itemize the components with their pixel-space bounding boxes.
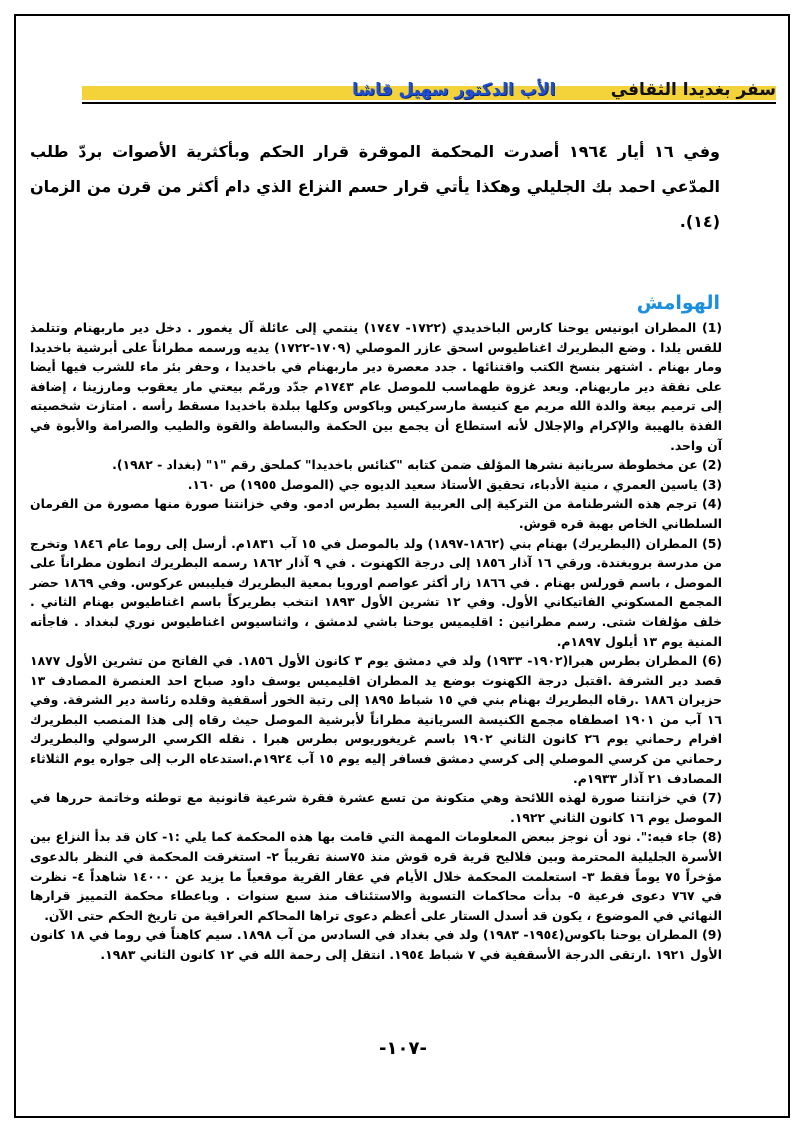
- footnote-6: (6) المطران بطرس هبرا(١٩٠٢- ١٩٣٣) ولد في دمشق يوم ٣ كانون الأول ١٨٥٦. في الفاتح من تشرين الأول ١٨٧٧ قصد دير الشرفة .اقتبل درجة الكهنوت بوضع يد المطران اقليميس يوسف داود صباح احد العنصرة المصادف ١٣ حزيران ١٨٨٦ .رقاه البطريرك بهنام بني في ١٥ شباط ١٨٩٥ إلى رتبة الخور أسقفية وقلده رئاسة دير الشرفة. وفي ١٦ آب من ١٩٠١ اصطفاه مجمع الكنيسة السريانية مطراناً لأبرشية الموصل حيث رقاه إلى هذا المنصب البطريرك افرام رحماني يوم ٢٦ كانون الثاني ١٩٠٢ باسم غريغوريوس بطرس هبرا . نقله الكرسي الرسولي والبطريرك رحماني من كرسي الموصلي إلى كرسي دمشق فسافر إليه يوم ١٥ آب ١٩٢٤م.استدعاه الرب إلى جواره يوم الثلاثاء المصادف ٢١ آذار ١٩٣٣م.: [30, 653, 723, 786]
- header-author: الأب الدكتور سهيل قاشا: [352, 80, 556, 100]
- page-number: -١٠٧-: [379, 1038, 427, 1059]
- header-book-title: سفر بغديدا الثقافي: [610, 80, 776, 100]
- footnote-5: (5) المطران (البطريرك) بهنام بني (١٨٦٢-١٨٩٧) ولد بالموصل في ١٥ آب ١٨٣١م. أرسل إلى روما عام ١٨٤٦ وتخرج من مدرسة بروبغندة. ورقي ١٦ آذار ١٨٥٦ إلى درجة الكهنوت . في ٩ آذار ١٨٦٢ رسمه البطريرك انطون مطراناً على الموصل ، باسم قورلس بهنام . في ١٨٦٦ زار أكثر عواصم اوروبا بمعية البطريرك فيليبس عركوس. وفي ١٨٦٩ حضر المجمع المسكوني الفاتيكاني الأول. وفي ١٢ تشرين الأول ١٨٩٣ انتخب بطريركاً باسم اغناطيوس بهنام الثاني . خلف مؤلفات شتى. رسم مطرانين : اقليميس يوحنا باشي لدمشق ، واثناسيوس اغناطيوس نوري لبغداد . فاجأته المنية يوم ١٣ أيلول ١٨٩٧م.: [30, 535, 722, 649]
- running-header: [82, 80, 776, 104]
- footnote-3: (3) ياسين العمري ، منية الأدباء، تحقيق الأستاذ سعيد الديوه جي (الموصل ١٩٥٥) ص ١٦٠.: [187, 476, 722, 492]
- intro-paragraph: وفي ١٦ أيار ١٩٦٤ أصدرت المحكمة الموقرة قرار الحكم وبأكثرية الأصوات بردّ طلب المدّعي احمد بك الجليلي وهكذا يأتي قرار حسم النزاع الذي دام أكثر من قرن من الزمان (١٤).: [30, 142, 720, 231]
- section-title: الهوامش: [636, 292, 720, 314]
- footnotes: [30, 318, 722, 965]
- footnote-8: (8) جاء فيه:". نود أن نوجز ببعض المعلومات المهمة التي قامت بها هذه المحكمة كما يلي :١- كان قد بدأ النزاع بين الأسرة الجليلية المحترمة وبين فلاليح قرية قره قوش منذ ٧٥سنة تقريباً ٢- استغرقت المحكمة في النظر بالدعوى مؤخراً ٧٥ يوماً فقط ٣- استعلمت المحكمة خلال الأيام في عقار القرية موقعياً ما يزيد عن ١٤٠٠٠ شاهداً ٤- نظرت في ٧٦٧ دعوى فرعية ٥- بدأت محاكمات التسوية والاستئناف منذ سبع سنوات . وباعطاء محكمة التمييز قرارها النهائي في الموضوع ، يكون قد أسدل الستار على أعظم دعوى تراها المحاكم العراقية من تاريخ الحكم حتى الآن.: [30, 829, 722, 923]
- footnote-7: (7) في خزانتنا صورة لهذه اللائحة وهي متكونة من تسع عشرة فقرة شرعية قانونية مع توطئه وخاتمة حررها في الموصل يوم ١٦ كانون الثاني ١٩٢٢.: [30, 790, 722, 825]
- footnote-2: (2) عن مخطوطة سريانية نشرها المؤلف ضمن كتابه "كنائس باخديدا" كملحق رقم "١" (بغداد - ١٩٨٢).: [112, 457, 722, 473]
- footnote-9: (9) المطران يوحنا باكوس(١٩٥٤- ١٩٨٣) ولد في بغداد في السادس من آب ١٨٩٨. سيم كاهناً في روما في ١٨ كانون الأول ١٩٢١ .ارتقى الدرجة الأسقفية في ٧ شباط ١٩٥٤. انتقل إلى رحمة الله في ١٢ كانون الثاني ١٩٨٣.: [30, 927, 723, 962]
- header-rule: [82, 102, 776, 104]
- footnote-1: (1) المطران ابونيس يوحنا كارس الباخديدي (١٧٢٢- ١٧٤٧) ينتمي إلى عائلة آل يغمور . دخل دير ماربهنام وتتلمذ للقس يلدا . وضع البطريرك اغناطيوس اسحق عازر الموصلي (١٧٠٩-١٧٢٢) يديه ورسمه مطراناً على أبرشية باخديدا ومار بهنام . اشتهر بنسخ الكتب واقتنائها . جدد معصرة دير ماربهنام في باخديدا ، وحفر بئر ماء للشرب فيها أيضا على نفقة دير ماربهنام. وبعد غزوة طهماسب للموصل عام ١٧٤٣م جدّد ورمّم بيعتي مار يعقوب ومارزينا ، إضافة إلى ترميم بيعة والدة الله مريم مع كنيسة مارسركيس وباكوس وكلها ببلدة باخديدا مسقط رأسه . امتازت شخصيته الفذة بالهيبة والإكرام والإجلال لأنه استطاع أن يجمع بين الحكمة والبساطة والقوة والطيب والصرامة والأبوة في آن واحد.: [30, 320, 722, 453]
- footnote-4: (4) ترجم هذه الشرطنامة من التركية إلى العربية السيد بطرس ادمو. وفي خزانتنا صورة منها مصورة من الفرمان السلطاني الخاص بهبة قره قوش.: [30, 496, 722, 531]
